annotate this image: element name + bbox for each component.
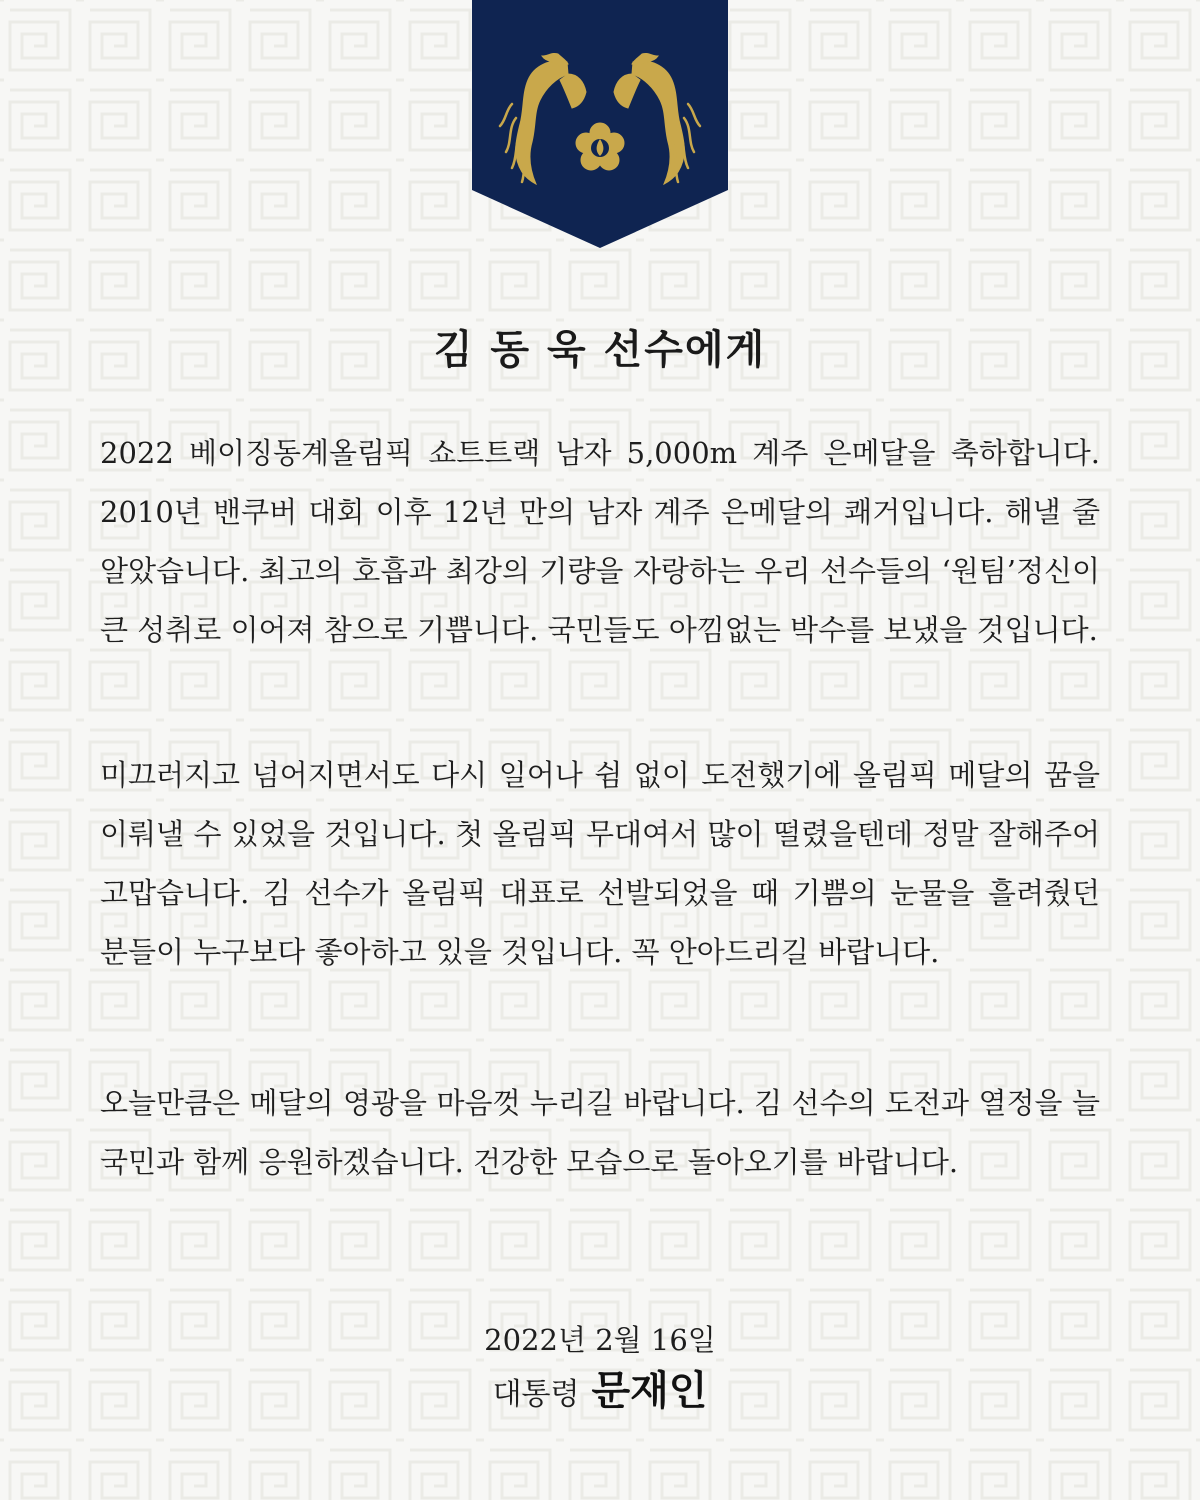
emblem-banner <box>472 0 728 248</box>
letter-paragraph-1: 2022 베이징동계올림픽 쇼트트랙 남자 5,000m 계주 은메달을 축하합니다. 2010년 밴쿠버 대회 이후 12년 만의 남자 계주 은메달의 쾌거입니다. 해낼 줄 알았습니다. 최고의 호흡과 최강의 기량을 자랑하는 우리 선수들의 ‘원팀’정신이 큰 성취로 이어져 참으로 기쁩니다. 국민들도 아낌없는 박수를 보냈을 것입니다. <box>100 436 1100 647</box>
signer-title: 대통령 <box>492 1377 580 1412</box>
letter-date: 2022년 2월 16일 <box>484 1323 716 1357</box>
signature-block <box>100 1318 1100 1424</box>
letter-paragraph-2: 미끄러지고 넘어지면서도 다시 일어나 쉼 없이 도전했기에 올림픽 메달의 꿈을 이뤄낼 수 있었을 것입니다. 첫 올림픽 무대여서 많이 떨렸을텐데 정말 잘해주어 고맙습니다. 김 선수가 올림픽 대표로 선발되었을 때 기쁨의 눈물을 흘려줬던 분들이 누구보다 좋아하고 있을 것입니다. 꼭 안아드리길 바랍니다. <box>100 758 1100 969</box>
letter-paragraph-3: 오늘만큼은 메달의 영광을 마음껏 누리길 바랍니다. 김 선수의 도전과 열정을 늘 국민과 함께 응원하겠습니다. 건강한 모습으로 돌아오기를 바랍니다. <box>100 1086 1100 1179</box>
signer-line <box>100 1366 1100 1424</box>
letter-title: 김 동 욱 선수에게 <box>433 327 767 373</box>
signer-name: 문재인 <box>591 1367 708 1414</box>
